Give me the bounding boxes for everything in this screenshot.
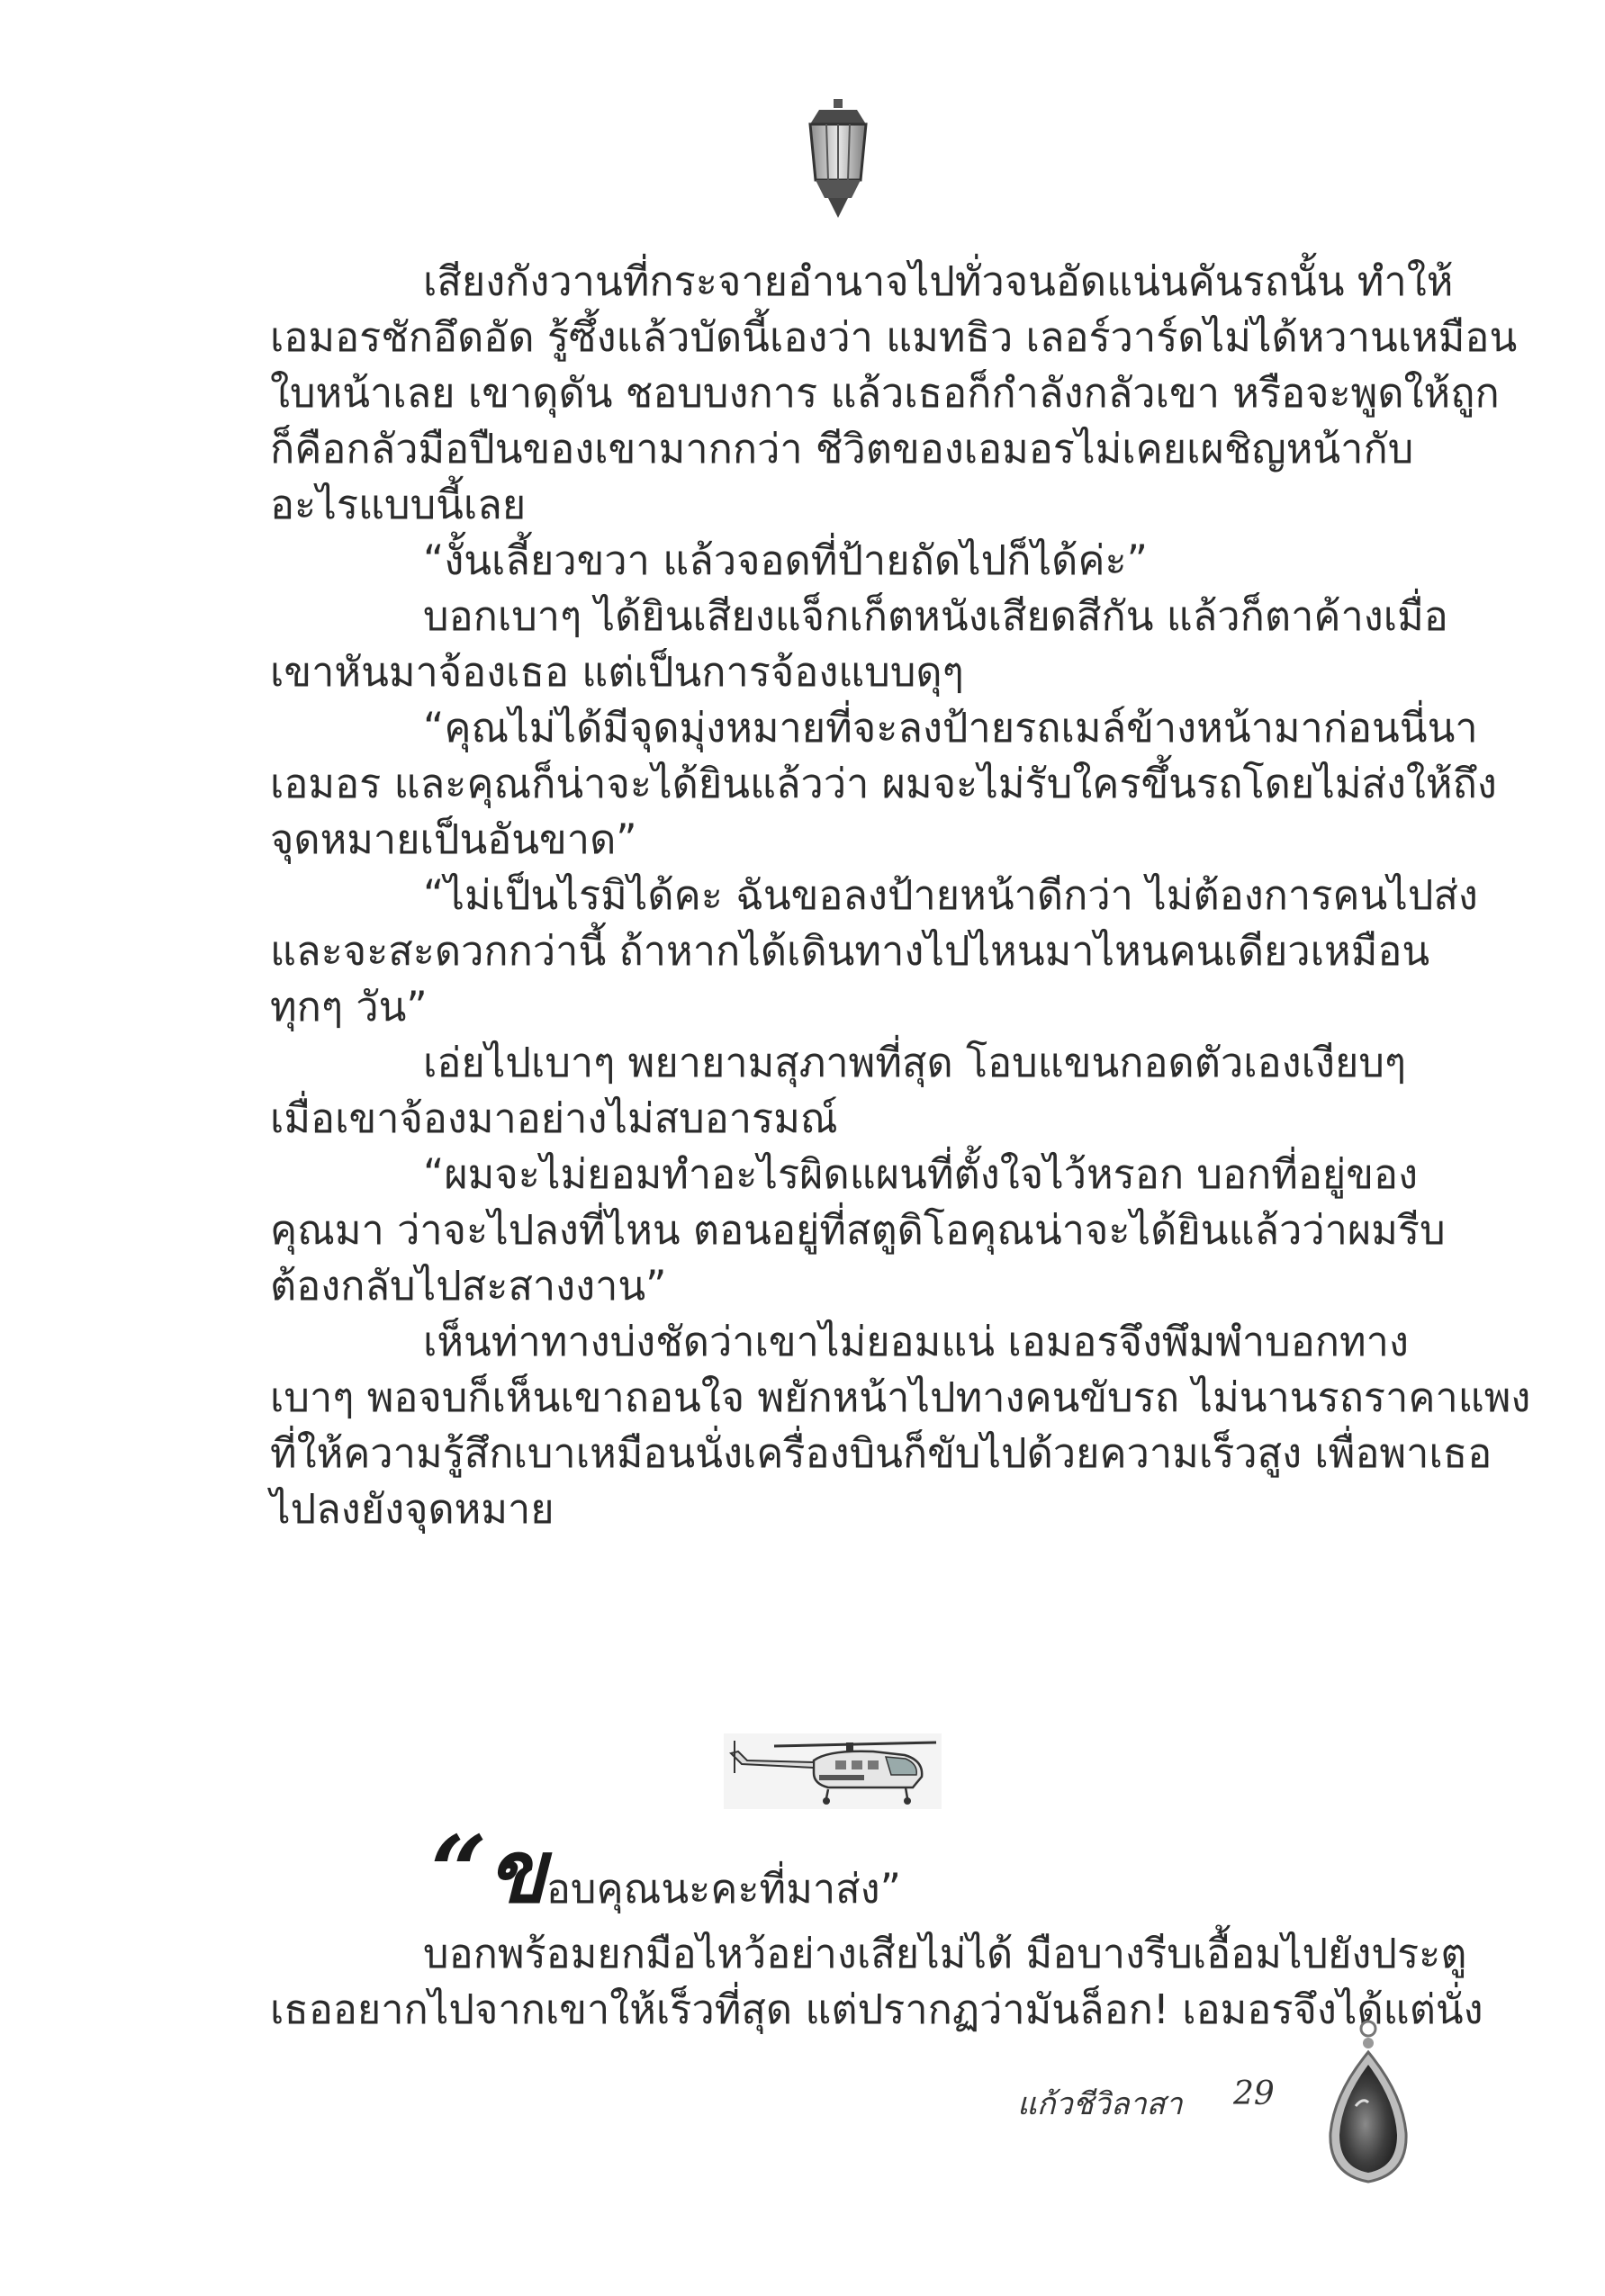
text-line: และจะสะดวกกว่านี้ ถ้าหากได้เดินทางไปไหนมาไหนคนเดียวเหมือน [270,927,1430,975]
text-line: “ไม่เป็นไรมิได้คะ ฉันขอลงป้ายหน้าดีกว่า ไม่ต้องการคนไปส่ง [423,871,1478,919]
text-line: ไปลงยังจุดหมาย [270,1485,555,1533]
text-line: เอมอร และคุณก็น่าจะได้ยินแล้วว่า ผมจะไม่รับใครขึ้นรถโดยไม่ส่งให้ถึง [270,760,1497,807]
text-line: ต้องกลับไปสะสางงาน” [270,1262,667,1310]
text-line: อะไรแบบนี้เลย [270,481,527,528]
dropcap-heading [430,1814,901,1930]
dropcap-text: อบคุณนะคะที่มาส่ง” [546,1865,901,1913]
footer-book-title: แก้วชีวิลาสา [1017,2086,1183,2122]
text-line: “ผมจะไม่ยอมทำอะไรผิดแผนที่ตั้งใจไว้หรอก บอกที่อยู่ของ [423,1150,1419,1198]
text-line: เอ่ยไปเบาๆ พยายามสุภาพที่สุด โอบแขนกอดตัวเองเงียบๆ [423,1039,1407,1086]
gem-pendant-icon [1314,2016,1422,2187]
body-text-top [270,254,1531,1537]
body-text-bottom [270,1926,1483,2038]
lantern-ornament-icon [801,97,875,220]
text-line: บอกเบาๆ ได้ยินเสียงแจ็กเก็ตหนังเสียดสีกัน แล้วก็ตาค้างเมื่อ [423,592,1448,640]
text-line: บอกพร้อมยกมือไหว้อย่างเสียไม่ได้ มือบางรีบเอื้อมไปยังประตู [423,1930,1467,1977]
text-line: ก็คือกลัวมือปืนของเขามากกว่า ชีวิตของเอมอรไม่เคยเผชิญหน้ากับ [270,425,1414,473]
text-line: เอมอรชักอึดอัด รู้ซึ้งแล้วบัดนี้เองว่า แมทธิว เลอร์วาร์ดไม่ได้หวานเหมือน [270,313,1518,361]
text-line: เธออยากไปจากเขาให้เร็วที่สุด แต่ปรากฏว่ามันล็อก! เอมอรจึงได้แต่นั่ง [270,1985,1483,2033]
dropcap-quote: “ [430,1814,488,1930]
text-line: “คุณไม่ได้มีจุดมุ่งหมายที่จะลงป้ายรถเมล์ข้างหน้ามาก่อนนี่นา [423,704,1478,752]
text-line: เบาๆ พอจบก็เห็นเขาถอนใจ พยักหน้าไปทางคนขับรถ ไม่นานรถราคาแพง [270,1373,1531,1421]
text-line: เมื่อเขาจ้องมาอย่างไม่สบอารมณ์ [270,1094,838,1142]
text-line: เห็นท่าทางบ่งชัดว่าเขาไม่ยอมแน่ เอมอรจึงพึมพำบอกทาง [423,1318,1409,1365]
text-line: คุณมา ว่าจะไปลงที่ไหน ตอนอยู่ที่สตูดิโอคุณน่าจะได้ยินแล้วว่าผมรีบ [270,1206,1446,1254]
helicopter-divider-icon [720,1733,945,1809]
text-line: จุดหมายเป็นอันขาด” [270,815,637,863]
text-line: ใบหน้าเลย เขาดุดัน ชอบบงการ แล้วเธอก็กำลังกลัวเขา หรือจะพูดให้ถูก [270,369,1500,417]
page-number: 29 [1233,2075,1275,2112]
text-line: เสียงกังวานที่กระจายอำนาจไปทั่วจนอัดแน่นคันรถนั้น ทำให้ [423,257,1454,305]
text-line: ที่ให้ความรู้สึกเบาเหมือนนั่งเครื่องบินก็ขับไปด้วยความเร็วสูง เพื่อพาเธอ [270,1429,1492,1477]
text-line: ทุกๆ วัน” [270,983,428,1031]
text-line: “งั้นเลี้ยวขวา แล้วจอดที่ป้ายถัดไปก็ได้ค่ะ” [423,536,1148,584]
dropcap-letter: ข [487,1822,546,1922]
text-line: เขาหันมาจ้องเธอ แต่เป็นการจ้องแบบดุๆ [270,648,964,696]
